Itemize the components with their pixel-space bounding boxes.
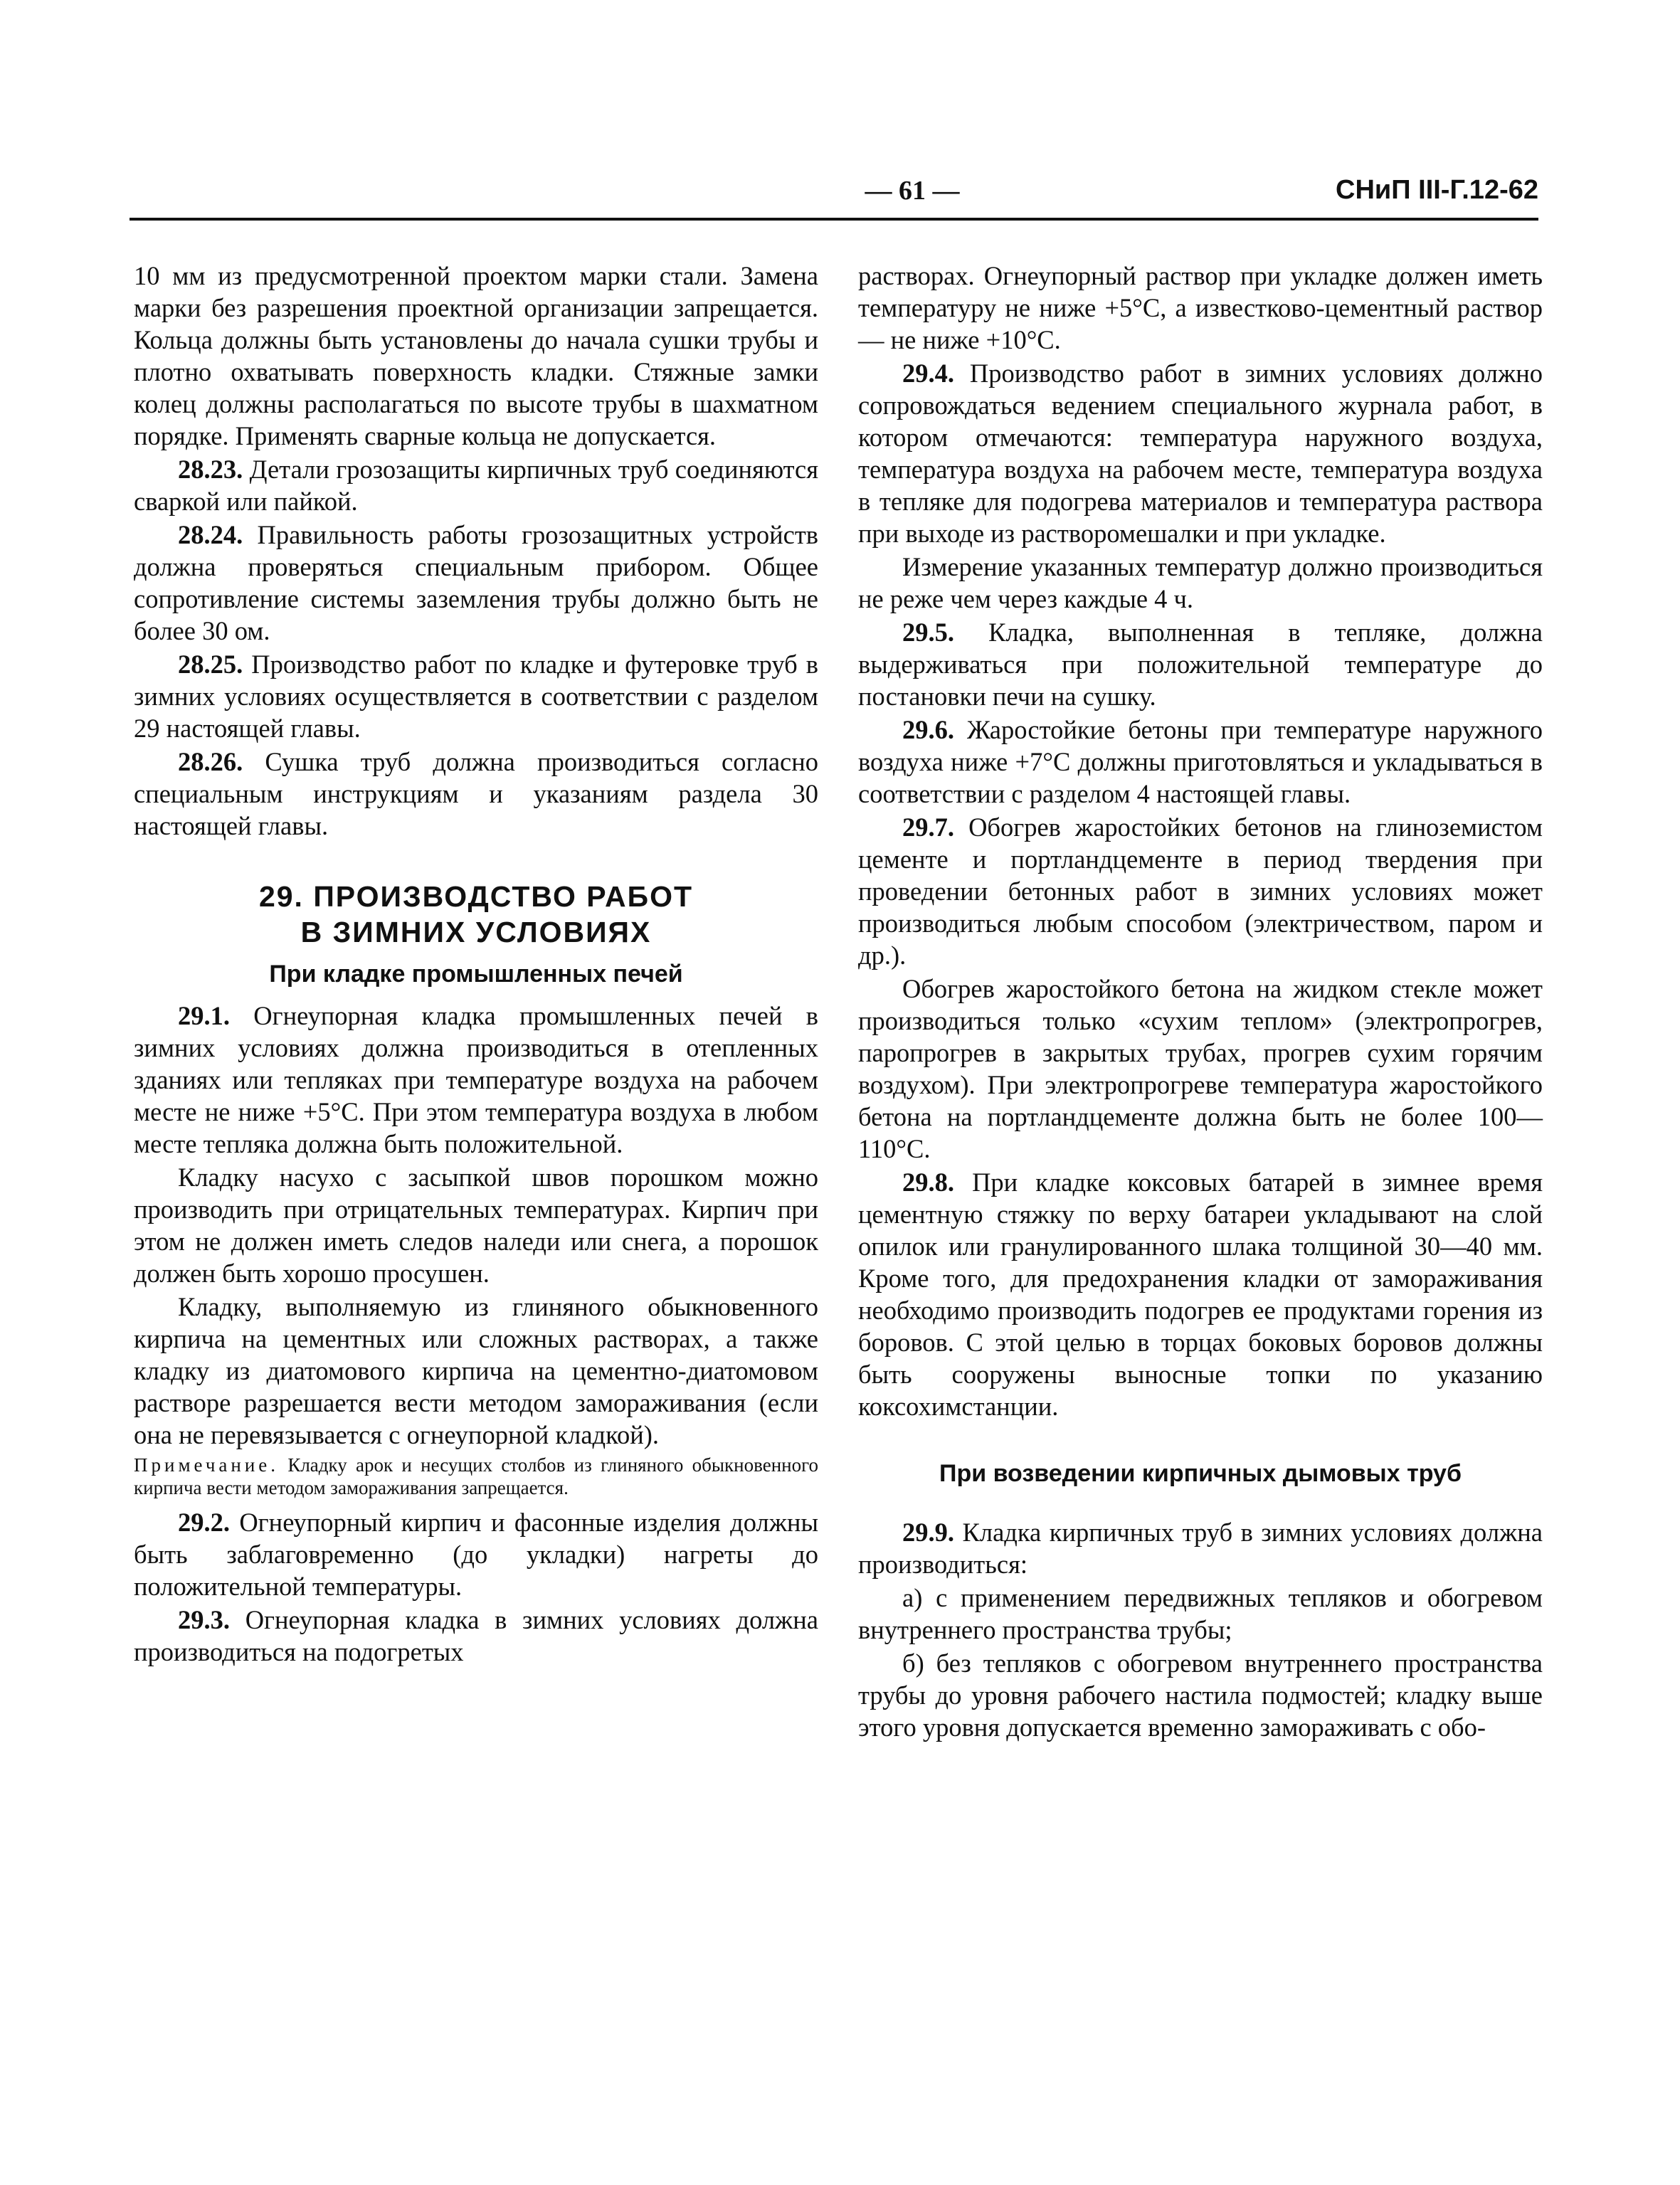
clause-29-3 (134, 1604, 818, 1668)
clause-number: 29.5. (902, 618, 954, 647)
note-label: Примечание. (134, 1454, 280, 1476)
clause-text: При кладке коксовых батарей в зимнее время цементную стяжку по верху батареи укладывают на слой опилок или гранулированного шлака толщиной 30—40 мм. Кроме того, для предохранения кладки от замораживания необходимо производить подогрев ее продуктами горения из боровов. С этой целью в торцах боковых боровов должны быть сооружены выносные топки по указанию коксохимстанции. (858, 1168, 1543, 1421)
clause-text: Жаростойкие бетоны при температуре наружного воздуха ниже +7°С должны приготовляться и укладываться в соответствии с разделом 4 настоящей главы. (858, 715, 1543, 808)
clause-number: 28.23. (178, 455, 243, 484)
standard-code: СНиП III-Г.12-62 (1336, 175, 1538, 205)
clause-29-6 (858, 714, 1543, 810)
clause-29-7 (858, 811, 1543, 971)
clause-text: Правильность работы грозозащитных устройств должна проверяться специальным прибором. Общее сопротивление системы заземления трубы должно быть не более 30 ом. (134, 520, 818, 645)
clause-text: Кладка, выполненная в тепляке, должна выдерживаться при положительной температуре до постановки печи на сушку. (858, 618, 1543, 711)
paragraph-dry-masonry: Кладку насухо с засыпкой швов порошком можно производить при отрицательных температурах. Кирпич при этом не должен иметь следов наледи или снега, а порошок должен быть хорошо просушен. (134, 1163, 818, 1288)
clause-text: Обогрев жаростойких бетонов на глиноземистом цементе и портландцементе в период твердения при проведении бетонных работ в зимних условиях может производиться любым способом (электричеством, паром и др.). (858, 813, 1543, 970)
clause-number: 28.25. (178, 650, 243, 679)
clause-number: 29.8. (902, 1168, 954, 1197)
header-rule (130, 218, 1538, 221)
clause-number: 29.1. (178, 1001, 230, 1030)
list-item-b: б) без тепляков с обогревом внутреннего пространства трубы до уровня рабочего настила подмостей; кладку выше этого уровня допускается временно замораживать с обо- (858, 1649, 1543, 1742)
page-number: — 61 — (865, 176, 960, 206)
clause-29-5 (858, 616, 1543, 712)
clause-28-23 (134, 453, 818, 517)
clause-number: 29.6. (902, 715, 954, 744)
clause-number: 28.24. (178, 520, 243, 549)
clause-28-24 (134, 519, 818, 647)
clause-28-25 (134, 648, 818, 744)
clause-number: 29.9. (902, 1518, 954, 1547)
section-heading-line: В ЗИМНИХ УСЛОВИЯХ (300, 916, 652, 948)
clause-number: 29.4. (902, 359, 954, 388)
clause-text: Детали грозозащиты кирпичных труб соединяются сваркой или пайкой. (134, 455, 818, 516)
paragraph-continuation: 10 мм из предусмотренной проектом марки стали. Замена марки без разрешения проектной организации запрещается. Кольца должны быть установлены до начала сушки трубы и плотно охватывать поверхность кладки. Стяжные замки колец должны располагаться по высоте трубы в шахматном порядке. Применять сварные кольца не допускается. (134, 261, 818, 450)
clause-29-8 (858, 1166, 1543, 1422)
right-column (858, 260, 1543, 1745)
paragraph-continuation: растворах. Огнеупорный раствор при укладке должен иметь температуру не ниже +5°С, а известково-цементный раствор — не ниже +10°С. (858, 261, 1543, 354)
subheading-chimneys: При возведении кирпичных дымовых труб (939, 1460, 1462, 1487)
clause-29-2 (134, 1506, 818, 1602)
clause-text: Производство работ по кладке и футеровке труб в зимних условиях осуществляется в соответствии с разделом 29 настоящей главы. (134, 650, 818, 743)
subheading-furnaces: При кладке промышленных печей (269, 961, 683, 988)
clause-29-1 (134, 1000, 818, 1160)
clause-29-9 (858, 1516, 1543, 1580)
left-column (134, 260, 818, 1669)
note-text: Кладку арок и несущих столбов из глиняного обыкновенного кирпича вести методом замораживания запрещается. (134, 1454, 819, 1498)
section-heading-line: 29. ПРОИЗВОДСТВО РАБОТ (258, 880, 694, 913)
clause-text: Огнеупорная кладка промышленных печей в зимних условиях должна производиться в отепленных зданиях или тепляках при температуре воздуха на рабочем месте не ниже +5°С. При этом температура воздуха в любом месте тепляка должна быть положительной. (134, 1001, 819, 1158)
clause-text: Огнеупорная кладка в зимних условиях должна производиться на подогретых (134, 1605, 818, 1666)
clause-number: 29.2. (178, 1508, 230, 1537)
clause-number: 29.7. (902, 813, 954, 842)
clause-text: Огнеупорный кирпич и фасонные изделия должны быть заблаговременно (до укладки) нагреты до положительной температуры. (134, 1508, 818, 1601)
paragraph-liquid-glass-heating: Обогрев жаростойкого бетона на жидком стекле может производиться только «сухим теплом» (электропрогрев, паропрогрев в закрытых трубах, прогрев сухим горячим воздухом). При электропрогреве температура жаростойкого бетона на портландцементе должна быть не более 100—110°С. (858, 974, 1543, 1163)
clause-number: 28.26. (178, 747, 243, 776)
paragraph-freezing-method: Кладку, выполняемую из глиняного обыкновенного кирпича на цементных или сложных растворах, а также кладку из диатомового кирпича на цементно-диатомовом растворе разрешается вести методом замораживания (если она не перевязывается с огнеупорной кладкой). (134, 1292, 818, 1449)
clause-text: Кладка кирпичных труб в зимних условиях должна производиться: (858, 1518, 1543, 1579)
note (134, 1454, 818, 1499)
section-heading (134, 879, 818, 950)
clause-text: Производство работ в зимних условиях должно сопровождаться ведением специального журнала работ, в котором отмечаются: температура наружного воздуха, температура воздуха на рабочем месте, температура воздуха в тепляке для подогрева материалов и температура раствора при выходе из растворомешалки и при укладке. (858, 359, 1543, 548)
page-header (130, 175, 1538, 218)
clause-29-4 (858, 357, 1543, 549)
clause-28-26 (134, 746, 818, 842)
list-item-a: а) с применением передвижных тепляков и обогревом внутреннего пространства трубы; (858, 1583, 1543, 1644)
paragraph-measurement: Измерение указанных температур должно производиться не реже чем через каждые 4 ч. (858, 552, 1543, 613)
clause-number: 29.3. (178, 1605, 230, 1634)
clause-text: Сушка труб должна производиться согласно специальным инструкциям и указаниям раздела 30 настоящей главы. (134, 747, 819, 840)
